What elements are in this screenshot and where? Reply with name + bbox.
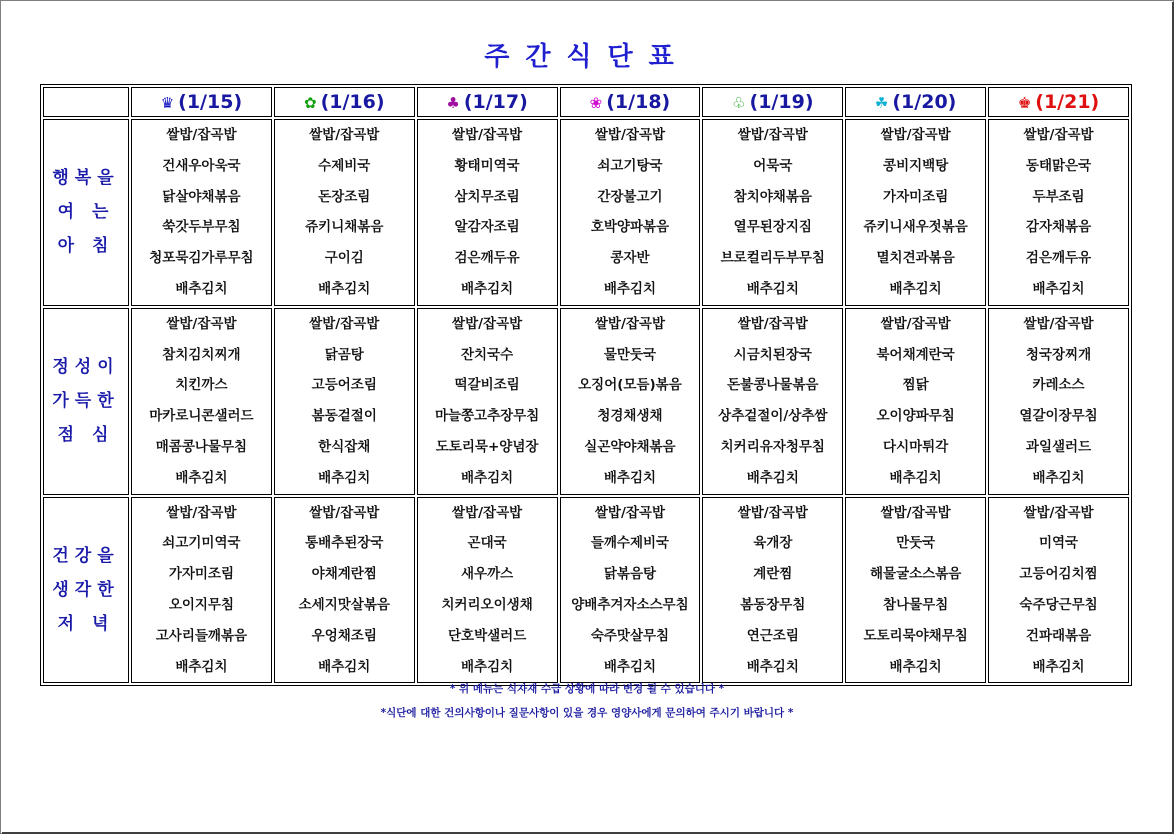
day-date-label: (1/17): [463, 91, 528, 113]
dish-item: 새우까스: [461, 566, 514, 583]
dish-item: 열무된장지짐: [733, 219, 812, 236]
menu-cell: [702, 497, 843, 684]
dish-item: 오징어(모듬)볶음: [578, 377, 682, 394]
menu-cell: [845, 308, 986, 495]
menu-cell: [560, 119, 701, 306]
dish-item: 배추김치: [175, 280, 228, 297]
day-header-row: [43, 87, 1129, 117]
menu-cell: [702, 119, 843, 306]
dish-item: 배추김치: [175, 469, 228, 486]
dish-item: 쌀밥/잡곡밥: [452, 127, 523, 143]
dish-item: 실곤약야채볶음: [584, 438, 676, 455]
menu-cell: [560, 308, 701, 495]
dish-item: 가자미조림: [168, 566, 235, 583]
dish-item: 쌀밥/잡곡밥: [737, 504, 808, 521]
dish-item: 도토리묵+양념장: [435, 438, 539, 455]
dish-item: 쇠고기탕국: [597, 157, 663, 174]
dish-item: 해물굴소스볶음: [869, 566, 962, 583]
menu-cell: [988, 497, 1129, 684]
dish-item: 쌀밥/잡곡밥: [594, 504, 666, 521]
menu-cell: [845, 497, 986, 684]
dish-item: 건새우아욱국: [162, 157, 241, 174]
calendar-icon-cyan: ☘: [874, 94, 889, 112]
dish-item: 검은깨두유: [454, 250, 520, 267]
dish-item: 두부조림: [1032, 188, 1085, 205]
dish-item: 숙주맛살무침: [590, 627, 670, 644]
dish-item: 참치김치찌개: [162, 346, 241, 363]
dish-item: 도토리묵야채무침: [863, 627, 968, 644]
dish-item: 야채계란찜: [311, 566, 377, 583]
meal-label-line: 가득한: [52, 391, 120, 412]
inquiry-notice: *식단에 대한 건의사항이나 질문사항이 있을 경우 영양사에게 문의하여 주시기 바랍니다 *: [380, 707, 794, 719]
day-date-label: (1/18): [606, 91, 671, 113]
dish-item: 닭볶음탕: [603, 566, 657, 583]
dish-item: 콩비지백탕: [883, 157, 949, 174]
dish-item: 브로컬리두부무침: [720, 250, 825, 267]
dish-item: 봄동겉절이: [311, 408, 377, 425]
dish-item: 쌀밥/잡곡밥: [452, 504, 523, 521]
meal-label-line: 정성이: [52, 357, 120, 378]
dish-item: 배추김치: [461, 280, 514, 297]
page-title: 주간식단표: [484, 42, 690, 72]
meal-label-line: 행복을: [52, 168, 120, 189]
dish-item: 치킨까스: [175, 377, 228, 394]
menu-cell: [131, 497, 272, 684]
dish-item: 닭곰탕: [324, 346, 364, 363]
dish-item: 청국장찌개: [1025, 346, 1092, 363]
dish-item: 배추김치: [1032, 469, 1085, 486]
dish-item: 쌀밥/잡곡밥: [166, 315, 237, 332]
dish-item: 호박양파볶음: [590, 219, 670, 236]
dish-item: 참나물무침: [883, 596, 949, 613]
day-header-2: [274, 87, 415, 117]
dish-item: 쌀밥/잡곡밥: [166, 127, 237, 143]
day-date-label: (1/21): [1035, 91, 1100, 113]
meal-label-line: 점 심: [57, 425, 115, 446]
dish-item: 마카로니콘샐러드: [149, 408, 254, 425]
dish-item: 쌀밥/잡곡밥: [737, 127, 808, 143]
calendar-icon-blue: ♛: [160, 94, 175, 112]
dish-item: 배추김치: [461, 658, 514, 675]
dish-item: 곤대국: [467, 535, 507, 552]
dish-item: 청경채생채: [597, 408, 663, 425]
dish-item: 쌀밥/잡곡밥: [309, 127, 380, 143]
dish-item: 배추김치: [889, 658, 942, 675]
calendar-icon-magenta: ❀: [589, 94, 603, 112]
dish-item: 쌀밥/잡곡밥: [594, 127, 666, 143]
dish-item: 배추김치: [746, 280, 799, 297]
dish-item: 삼치무조림: [454, 188, 520, 205]
dish-item: 쌀밥/잡곡밥: [1023, 127, 1094, 143]
menu-cell: [845, 119, 986, 306]
dish-item: 계란찜: [753, 566, 793, 583]
meal-label: [43, 308, 129, 495]
dish-item: 소세지맛살볶음: [298, 596, 390, 613]
menu-cell: [417, 497, 558, 684]
dish-item: 쌀밥/잡곡밥: [452, 315, 523, 332]
dish-item: 배추김치: [175, 658, 228, 675]
calendar-icon-red: ♚: [1017, 94, 1032, 112]
dish-item: 봄동장무침: [740, 596, 806, 613]
dish-item: 쌀밥/잡곡밥: [737, 315, 808, 332]
dish-item: 동태맑은국: [1025, 157, 1092, 174]
dish-item: 배추김치: [603, 658, 657, 675]
day-date-label: (1/15): [178, 91, 243, 113]
meal-label-line: 여 는: [57, 202, 115, 223]
dish-item: 배추김치: [603, 469, 657, 486]
menu-cell: [417, 308, 558, 495]
dish-item: 찜닭: [902, 377, 929, 394]
dish-item: 통배추된장국: [305, 535, 384, 552]
meal-label-line: 아 침: [57, 236, 115, 257]
dish-item: 쌀밥/잡곡밥: [1023, 315, 1094, 332]
dish-item: 배추김치: [1032, 658, 1085, 675]
weekly-menu-table: [40, 84, 1132, 686]
menu-cell: [702, 308, 843, 495]
menu-cell: [417, 119, 558, 306]
dish-item: 숙주당근무침: [1019, 596, 1098, 613]
dish-item: 쇠고기미역국: [162, 535, 241, 552]
dish-item: 참치야채볶음: [733, 188, 812, 205]
dish-item: 매콤콩나물무침: [155, 438, 248, 455]
dish-item: 다시마튀각: [883, 438, 949, 455]
dish-item: 쥬키니채볶음: [305, 219, 384, 236]
dish-item: 청포묵김가루무침: [149, 250, 254, 267]
dish-item: 멸치견과볶음: [876, 250, 955, 267]
dish-item: 고사리들깨볶음: [155, 627, 248, 644]
dish-item: 닭살야채볶음: [162, 188, 241, 205]
menu-cell: [131, 119, 272, 306]
calendar-icon-purple: ♣: [446, 94, 460, 112]
dish-item: 시금치된장국: [733, 346, 812, 363]
dish-item: 쌀밥/잡곡밥: [880, 127, 951, 143]
dish-item: 양배추겨자소스무침: [571, 596, 689, 613]
dish-item: 배추김치: [603, 280, 657, 297]
dish-item: 북어채계란국: [876, 346, 955, 363]
dish-item: 수제비국: [318, 157, 371, 174]
dish-item: 구이김: [324, 250, 364, 267]
menu-change-notice: * 위 메뉴는 식자재 수급 상황에 따라 변경 될 수 있습니다 *: [449, 683, 725, 695]
meal-row-1: [43, 119, 1129, 306]
meal-label: [43, 119, 129, 306]
dish-item: 치커리유자청무침: [720, 438, 825, 455]
dish-item: 배추김치: [461, 469, 514, 486]
day-date-label: (1/20): [892, 91, 957, 113]
dish-item: 미역국: [1038, 535, 1079, 552]
dish-item: 배추김치: [889, 280, 942, 297]
dish-item: 잔치국수: [461, 346, 514, 363]
dish-item: 물만둣국: [603, 346, 657, 363]
dish-item: 들깨수제비국: [590, 535, 670, 552]
dish-item: 간장불고기: [597, 188, 663, 205]
dish-item: 쌀밥/잡곡밥: [166, 504, 237, 521]
dish-item: 감자채볶음: [1025, 219, 1092, 236]
dish-item: 돈장조림: [318, 188, 371, 205]
dish-item: 열갈이장무침: [1019, 408, 1098, 425]
dish-item: 상추겉절이/상추쌈: [718, 408, 828, 425]
menu-cell: [274, 119, 415, 306]
dish-item: 검은깨두유: [1025, 250, 1092, 267]
dish-item: 쌀밥/잡곡밥: [309, 504, 380, 521]
menu-cell: [988, 119, 1129, 306]
dish-item: 배추김치: [318, 469, 371, 486]
meal-row-3: [43, 497, 1129, 684]
meal-label-line: 건강을: [52, 545, 120, 566]
dish-item: 한식잡채: [318, 438, 371, 455]
dish-item: 배추김치: [889, 469, 942, 486]
dish-item: 마늘쫑고추장무침: [434, 408, 540, 425]
dish-item: 배추김치: [1032, 280, 1085, 297]
menu-cell: [988, 308, 1129, 495]
menu-cell: [274, 497, 415, 684]
day-header-4: [560, 87, 701, 117]
calendar-icon-green2: ♧: [732, 94, 746, 112]
dish-item: 쑥갓두부무침: [162, 219, 241, 236]
dish-item: 오이양파무침: [876, 408, 955, 425]
dish-item: 쌀밥/잡곡밥: [309, 315, 380, 332]
day-header-1: [131, 87, 272, 117]
corner-cell: [43, 87, 129, 117]
dish-item: 황태미역국: [454, 157, 520, 174]
dish-item: 쌀밥/잡곡밥: [1023, 504, 1094, 521]
dish-item: 과일샐러드: [1025, 438, 1092, 455]
dish-item: 알감자조림: [454, 219, 520, 236]
day-header-7: [988, 87, 1129, 117]
dish-item: 배추김치: [318, 658, 371, 675]
dish-item: 고등어김치찜: [1019, 566, 1098, 583]
dish-item: 쌀밥/잡곡밥: [594, 315, 666, 332]
dish-item: 오이지무침: [168, 596, 235, 613]
menu-cell: [274, 308, 415, 495]
dish-item: 쌀밥/잡곡밥: [880, 504, 951, 521]
dish-item: 어묵국: [753, 157, 793, 174]
dish-item: 건파래볶음: [1025, 627, 1092, 644]
meal-label: [43, 497, 129, 684]
dish-item: 치커리오이생채: [441, 596, 533, 613]
dish-item: 가자미조림: [883, 188, 949, 205]
dish-item: 고등어조림: [311, 377, 377, 394]
dish-item: 쥬키니새우젓볶음: [863, 219, 968, 236]
meal-label-line: 저 녁: [57, 613, 115, 634]
day-header-5: [702, 87, 843, 117]
day-date-label: (1/16): [320, 91, 385, 113]
menu-cell: [560, 497, 701, 684]
day-header-3: [417, 87, 558, 117]
meal-row-2: [43, 308, 1129, 495]
day-header-6: [845, 87, 986, 117]
day-date-label: (1/19): [749, 91, 814, 113]
dish-item: 돈불콩나물볶음: [727, 377, 819, 394]
dish-item: 연근조림: [746, 627, 799, 644]
dish-item: 카레소스: [1032, 377, 1085, 394]
dish-item: 단호박샐러드: [447, 627, 527, 644]
dish-item: 콩자반: [610, 250, 650, 267]
dish-item: 배추김치: [318, 280, 371, 297]
menu-cell: [131, 308, 272, 495]
dish-item: 육개장: [753, 535, 793, 552]
dish-item: 우엉채조림: [311, 627, 377, 644]
meal-label-line: 생각한: [52, 579, 120, 600]
calendar-icon-green: ✿: [303, 94, 317, 112]
dish-item: 배추김치: [746, 658, 799, 675]
dish-item: 쌀밥/잡곡밥: [880, 315, 951, 332]
dish-item: 배추김치: [746, 469, 799, 486]
dish-item: 만둣국: [896, 535, 936, 552]
dish-item: 떡갈비조림: [454, 377, 520, 394]
